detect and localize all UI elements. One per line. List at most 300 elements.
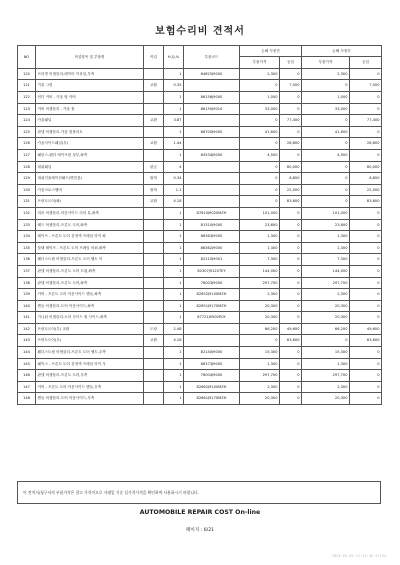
cell-work: 판금 <box>144 161 164 173</box>
cell-part-price-before: 0 <box>240 138 280 150</box>
cell-item: 프런트도어(좌) <box>36 196 144 208</box>
cell-hq: 1.44 <box>164 138 184 150</box>
cell-labor-after: 0 <box>350 149 382 161</box>
cell-work <box>144 393 164 405</box>
cell-part-code: 86363J9000 <box>184 231 240 243</box>
cell-hq: 1 <box>164 370 184 382</box>
cell-labor-before: 0 <box>280 207 302 219</box>
cell-work <box>144 231 164 243</box>
table-row <box>18 265 382 277</box>
cell-part-price-after: 66,200 <box>302 323 350 335</box>
cell-part-price-after: 20,300 <box>302 393 350 405</box>
table-row <box>18 381 382 393</box>
cell-part-code: 66700J9000 <box>184 126 240 138</box>
cell-part-code: 82652J9100MZH <box>184 289 240 301</box>
cell-no: 121 <box>18 80 36 92</box>
cell-item: 판넬 어셈블리-프론트 도어,우측 <box>36 370 144 382</box>
cell-part-price-after: 4,500 <box>302 149 350 161</box>
cell-labor-after: 0 <box>350 242 382 254</box>
cell-part-price-after: 1,000 <box>302 92 350 104</box>
table-row <box>18 80 382 92</box>
cell-part-code: 76004J9000 <box>184 370 240 382</box>
cell-labor-after: 0 <box>350 126 382 138</box>
cell-labor-after: 0 <box>350 207 382 219</box>
cell-no: 146 <box>18 370 36 382</box>
cell-work <box>144 312 164 324</box>
cell-no: 147 <box>18 381 36 393</box>
cell-hq: 1 <box>164 277 184 289</box>
cell-hq: 1 <box>164 254 184 266</box>
cell-work <box>144 126 164 138</box>
cell-labor-before: 28,800 <box>280 138 302 150</box>
cell-labor-before: 0 <box>280 149 302 161</box>
table-row <box>18 161 382 173</box>
cell-labor-after: 80,000 <box>350 161 382 173</box>
cell-labor-before: 0 <box>280 289 302 301</box>
cell-part-code <box>184 323 240 335</box>
cell-part-price-before: 23,600 <box>240 219 280 231</box>
table-row <box>18 323 382 335</box>
cell-part-code <box>184 138 240 150</box>
cell-work <box>144 92 164 104</box>
cell-item: 가니쉬 어셈블리-도어 사이드 씰 사이드,좌측 <box>36 312 144 324</box>
cell-part-price-after: 1,300 <box>302 231 350 243</box>
cell-part-price-before: 101,000 <box>240 207 280 219</box>
cell-hq: 4.18 <box>164 335 184 347</box>
table-row <box>18 149 382 161</box>
cell-work <box>144 289 164 301</box>
footer-title: AUTOMOBILE REPAIR COST On-line <box>139 509 261 516</box>
cell-hq: 1 <box>164 347 184 359</box>
cell-no: 127 <box>18 149 36 161</box>
cell-part-code <box>184 335 240 347</box>
cell-labor-before: 0 <box>280 242 302 254</box>
header-hq: H,Q,% <box>164 46 184 69</box>
cell-labor-after: 0 <box>350 381 382 393</box>
cell-part-price-after: 41,600 <box>302 126 350 138</box>
table-row <box>18 277 382 289</box>
cell-no: 143 <box>18 335 36 347</box>
cell-item: 커버 - 프론트 도어 아웃사이드 핸들,우측 <box>36 381 144 393</box>
cell-no: 123 <box>18 103 36 115</box>
cell-part-price-after: 1,300 <box>302 242 350 254</box>
cell-part-price-before: 2,300 <box>240 68 280 80</box>
cell-labor-after: 0 <box>350 289 382 301</box>
cell-labor-after: 49,600 <box>350 323 382 335</box>
cell-labor-before: 0 <box>280 300 302 312</box>
cell-part-code: 64534J9000 <box>184 149 240 161</box>
cell-item: 카울사이드패널(우) <box>36 138 144 150</box>
cell-part-price-after: 0 <box>302 161 350 173</box>
cell-hq: 1 <box>164 312 184 324</box>
cell-labor-after: 0 <box>350 254 382 266</box>
cell-labor-after: 0 <box>350 277 382 289</box>
table-row <box>18 115 382 127</box>
table-row <box>18 68 382 80</box>
cell-labor-after: 83,600 <box>350 335 382 347</box>
cell-work <box>144 265 164 277</box>
cell-part-code <box>184 173 240 185</box>
cell-part-price-after: 33,000 <box>302 103 350 115</box>
cell-hq: 1 <box>164 300 184 312</box>
cell-no: 148 <box>18 393 36 405</box>
cell-no: 131 <box>18 196 36 208</box>
cell-labor-before: 0 <box>280 381 302 393</box>
cell-part-code <box>184 184 240 196</box>
cell-part-code: 86373J9000 <box>184 358 240 370</box>
cell-labor-after: 0 <box>350 370 382 382</box>
cell-hq: 1 <box>164 289 184 301</box>
cell-part-price-before: 2,300 <box>240 289 280 301</box>
cell-item: 미러 어셈블리-아웃사이드 리어 뷰,좌측 <box>36 207 144 219</box>
cell-part-code: 86156J9000 <box>184 92 240 104</box>
cell-part-price-after: 297,700 <box>302 277 350 289</box>
cell-work: 교환 <box>144 80 164 92</box>
cell-item: 대쉬패널 <box>36 161 144 173</box>
cell-no: 142 <box>18 323 36 335</box>
cell-labor-before: 0 <box>280 370 302 382</box>
cell-work <box>144 347 164 359</box>
cell-work: 교환 <box>144 138 164 150</box>
table-row <box>18 231 382 243</box>
cell-labor-before: 0 <box>280 126 302 138</box>
cell-work <box>144 219 164 231</box>
cell-part-price-before: 0 <box>240 80 280 92</box>
cell-no: 125 <box>18 126 36 138</box>
cell-labor-after: 0 <box>350 347 382 359</box>
cell-no: 134 <box>18 231 36 243</box>
table-row <box>18 289 382 301</box>
cell-item: 헤드 어셈블리-프론트 도어,좌측 <box>36 219 144 231</box>
cell-part-code: 82210J9001 <box>184 254 240 266</box>
cell-hq: 0.35 <box>164 80 184 92</box>
cell-part-code: 82140J9000 <box>184 347 240 359</box>
cell-part-code: 76003J9000 <box>184 277 240 289</box>
cell-labor-before: 0 <box>280 92 302 104</box>
cell-hq: 1 <box>164 358 184 370</box>
header-item: 작업항목 및 부품명 <box>36 46 144 69</box>
cell-part-price-after: 20,300 <box>302 312 350 324</box>
cell-hq: 1 <box>164 207 184 219</box>
cell-item: 패턴스-펜더 에이프런 상부,좌측 <box>36 149 144 161</box>
table-row <box>18 92 382 104</box>
cell-part-price-after: 0 <box>302 80 350 92</box>
cell-no: 140 <box>18 300 36 312</box>
cell-labor-after: 0 <box>350 265 382 277</box>
cell-item: 판넬 어셈블리-프론트 도어 트림,좌측 <box>36 265 144 277</box>
cell-no: 122 <box>18 92 36 104</box>
cell-labor-after: 0 <box>350 300 382 312</box>
cell-part-price-before: 1,300 <box>240 242 280 254</box>
cell-work <box>144 277 164 289</box>
page-number: 페이지 : 6/21 <box>185 528 215 533</box>
cell-no: 124 <box>18 115 36 127</box>
cell-hq: 1 <box>164 149 184 161</box>
cell-part-price-before: 1,300 <box>240 358 280 370</box>
table-row <box>18 126 382 138</box>
cell-part-code: 82307J9120TEY <box>184 265 240 277</box>
cell-part-price-before: 1,300 <box>240 231 280 243</box>
cell-labor-before: 0 <box>280 68 302 80</box>
cell-item: 카울크로스멤버 <box>36 184 144 196</box>
cell-labor-before: 0 <box>280 219 302 231</box>
cell-item: 언더 커버 - 카울 탑 커버 <box>36 92 144 104</box>
header-work: 작업 <box>144 46 164 69</box>
cell-part-price-after: 2,300 <box>302 381 350 393</box>
cell-work <box>144 103 164 115</box>
cell-hq: 1 <box>164 242 184 254</box>
cell-work: 교환 <box>144 335 164 347</box>
cell-hq: 1 <box>164 126 184 138</box>
cell-labor-after: 7,000 <box>350 80 382 92</box>
cell-part-price-after: 0 <box>302 184 350 196</box>
cell-no: 139 <box>18 289 36 301</box>
cell-hq: 0.34 <box>164 173 184 185</box>
cell-labor-after: 28,800 <box>350 138 382 150</box>
cell-labor-before: 83,600 <box>280 335 302 347</box>
cell-labor-after: 0 <box>350 358 382 370</box>
cell-part-price-before: 1,000 <box>240 92 280 104</box>
cell-no: 138 <box>18 277 36 289</box>
cell-labor-after: 0 <box>350 92 382 104</box>
cell-item: 프런트도어(우) <box>36 335 144 347</box>
cell-no: 128 <box>18 161 36 173</box>
print-timestamp: 2023-03-09 11:34:46 47193 <box>331 554 386 558</box>
cell-part-code <box>184 161 240 173</box>
table-row <box>18 358 382 370</box>
cell-work <box>144 358 164 370</box>
cell-labor-after: 83,600 <box>350 196 382 208</box>
table-row <box>18 370 382 382</box>
table-row <box>18 207 382 219</box>
cell-item: 판넬 어셈블리-카울 컴플리트 <box>36 126 144 138</box>
cell-part-price-after: 1,300 <box>302 358 350 370</box>
cell-no: 126 <box>18 138 36 150</box>
header-labor-after: 공임 <box>350 57 382 68</box>
cell-labor-before: 6,800 <box>280 173 302 185</box>
cell-part-price-after: 0 <box>302 173 350 185</box>
cell-labor-before: 0 <box>280 254 302 266</box>
cell-part-price-before: 41,600 <box>240 126 280 138</box>
cell-no: 120 <box>18 68 36 80</box>
estimate-table <box>17 45 382 405</box>
cell-hq: 1 <box>164 68 184 80</box>
cell-hq: 1 <box>164 393 184 405</box>
table-row <box>18 254 382 266</box>
cell-part-price-before: 0 <box>240 335 280 347</box>
cell-no: 145 <box>18 358 36 370</box>
cell-part-price-before: 297,700 <box>240 277 280 289</box>
table-row <box>18 312 382 324</box>
cell-part-price-before: 66,200 <box>240 323 280 335</box>
cell-hq: 1 <box>164 219 184 231</box>
cell-work <box>144 381 164 393</box>
cell-part-price-after: 15,300 <box>302 347 350 359</box>
cell-work <box>144 68 164 80</box>
cell-item: 프런트도어(우) 교환 <box>36 323 144 335</box>
cell-part-price-before: 2,300 <box>240 381 280 393</box>
cell-work: 도장 <box>144 323 164 335</box>
cell-item: 핸들 어셈블리-도어 아웃사이드,좌측 <box>36 300 144 312</box>
cell-labor-before: 0 <box>280 358 302 370</box>
cell-part-price-before: 0 <box>240 173 280 185</box>
cell-hq: 4 <box>164 161 184 173</box>
cell-part-code: 87610J9020MZH <box>184 207 240 219</box>
cell-item: 커버 - 프론트 도어 아웃사이드 핸들,좌측 <box>36 289 144 301</box>
cell-no: 130 <box>18 184 36 196</box>
cell-part-price-before: 0 <box>240 115 280 127</box>
cell-labor-after: 22,000 <box>350 184 382 196</box>
cell-item: 카울 그릴 <box>36 80 144 92</box>
table-row <box>18 335 382 347</box>
cell-labor-before: 0 <box>280 347 302 359</box>
cell-labor-before: 0 <box>280 393 302 405</box>
cell-part-code <box>184 196 240 208</box>
table-row <box>18 103 382 115</box>
cell-work <box>144 149 164 161</box>
cell-part-code: 86150J9010 <box>184 103 240 115</box>
cell-labor-before: 0 <box>280 277 302 289</box>
table-row <box>18 219 382 231</box>
cell-no: 144 <box>18 347 36 359</box>
header-part-code: 부품코드 <box>184 46 240 69</box>
cell-hq: 1.1 <box>164 184 184 196</box>
cell-part-price-before: 0 <box>240 184 280 196</box>
cell-part-code: 87721J9500PGY <box>184 312 240 324</box>
cell-no: 135 <box>18 242 36 254</box>
cell-hq: 1 <box>164 103 184 115</box>
cell-no: 132 <box>18 207 36 219</box>
cell-part-price-after: 0 <box>302 196 350 208</box>
cell-part-code: 82662J9100MZH <box>184 381 240 393</box>
cell-labor-after: 0 <box>350 219 382 231</box>
cell-part-price-before: 20,300 <box>240 393 280 405</box>
table-row <box>18 173 382 185</box>
cell-part-price-before: 0 <box>240 161 280 173</box>
cell-no: 133 <box>18 219 36 231</box>
cell-labor-before: 0 <box>280 231 302 243</box>
cell-work: 교환 <box>144 115 164 127</box>
cell-no: 129 <box>18 173 36 185</box>
cell-item: 대쉬인슐레이션패드(엔진룸) <box>36 173 144 185</box>
cell-labor-before: 49,600 <box>280 323 302 335</box>
cell-part-price-before: 297,700 <box>240 370 280 382</box>
cell-item: 웨더스트립 어셈블리-프론트 도어 벨트 아 <box>36 254 144 266</box>
cell-part-code: 86362J9000 <box>184 242 240 254</box>
cell-labor-after: 0 <box>350 312 382 324</box>
cell-item: 카울패널 <box>36 115 144 127</box>
cell-work: 교환 <box>144 196 164 208</box>
cell-part-price-before: 144,000 <box>240 265 280 277</box>
cell-part-price-after: 101,000 <box>302 207 350 219</box>
header-part-price-before: 부품가격 <box>240 57 280 68</box>
cell-labor-before: 0 <box>280 312 302 324</box>
cell-labor-after: 77,400 <box>350 115 382 127</box>
cell-part-code: 81310J9000 <box>184 219 240 231</box>
table-body <box>18 68 382 404</box>
table-row <box>18 300 382 312</box>
cell-part-price-before: 33,000 <box>240 103 280 115</box>
cell-part-price-before: 0 <box>240 196 280 208</box>
cell-labor-before: 7,000 <box>280 80 302 92</box>
cell-hq: 1 <box>164 381 184 393</box>
cell-part-price-after: 0 <box>302 138 350 150</box>
table-row <box>18 138 382 150</box>
cell-part-code: 82661J9170MZH <box>184 393 240 405</box>
header-before-assessment: 손해 사정전 <box>240 46 302 57</box>
cell-labor-after: 0 <box>350 68 382 80</box>
cell-work <box>144 254 164 266</box>
cell-labor-before: 0 <box>280 103 302 115</box>
cell-part-price-after: 297,700 <box>302 370 350 382</box>
cell-labor-after: 0 <box>350 231 382 243</box>
cell-item: 브라켓 어셈블리-레이어 이상임,우측 <box>36 68 144 80</box>
cell-item: 패이스 - 프론트 도어 검정색 프레임 라이 우 <box>36 358 144 370</box>
cell-part-code <box>184 115 240 127</box>
disclaimer-note: 이 견적서/청구서의 부품가격은 참고 가격이므로 거래일 기준 실가격가격을 확인하여 사용하시기 바랍니다. <box>17 481 381 504</box>
cell-part-price-before: 7,300 <box>240 254 280 266</box>
cell-work <box>144 370 164 382</box>
cell-labor-after: 0 <box>350 103 382 115</box>
cell-work: 탈착 <box>144 173 164 185</box>
header-no: NO <box>18 46 36 69</box>
cell-item: 핸들 어셈블리-도어 아웃사이드,우측 <box>36 393 144 405</box>
cell-hq: 1 <box>164 92 184 104</box>
cell-part-code <box>184 80 240 92</box>
table-row <box>18 242 382 254</box>
cell-work: 탈착 <box>144 184 164 196</box>
table-row <box>18 184 382 196</box>
cell-work <box>144 242 164 254</box>
cell-part-price-before: 20,300 <box>240 312 280 324</box>
cell-part-price-before: 15,300 <box>240 347 280 359</box>
document-title: 보험수리비 견적서 <box>155 26 245 37</box>
cell-hq: 2.48 <box>164 323 184 335</box>
cell-labor-before: 80,000 <box>280 161 302 173</box>
cell-part-price-after: 144,000 <box>302 265 350 277</box>
cell-hq: 1 <box>164 265 184 277</box>
cell-part-price-after: 0 <box>302 335 350 347</box>
cell-item: 테이프 - 프론트 도어 검정색 프레임 라이 좌 <box>36 231 144 243</box>
cell-work <box>144 300 164 312</box>
cell-item: 웨더스트립 어셈블리-프론트 도어 벨트,우측 <box>36 347 144 359</box>
cell-work <box>144 207 164 219</box>
cell-labor-before: 77,400 <box>280 115 302 127</box>
cell-part-price-after: 7,300 <box>302 254 350 266</box>
cell-labor-before: 0 <box>280 265 302 277</box>
cell-part-price-after: 23,600 <box>302 219 350 231</box>
cell-part-price-after: 2,300 <box>302 68 350 80</box>
cell-item: 커버 어셈블리 - 카울 톱 <box>36 103 144 115</box>
cell-labor-before: 83,600 <box>280 196 302 208</box>
header-labor-before: 공임 <box>280 57 302 68</box>
cell-no: 141 <box>18 312 36 324</box>
cell-part-code: 82651J9170MZH <box>184 300 240 312</box>
table-row <box>18 393 382 405</box>
cell-part-price-after: 20,300 <box>302 300 350 312</box>
cell-part-price-after: 2,300 <box>302 289 350 301</box>
cell-part-price-before: 20,300 <box>240 300 280 312</box>
cell-labor-before: 22,000 <box>280 184 302 196</box>
cell-part-price-after: 0 <box>302 115 350 127</box>
cell-no: 137 <box>18 265 36 277</box>
header-part-price-after: 부품가격 <box>302 57 350 68</box>
cell-item: 블랙 테이프 - 프론트 도어 프레임 어퍼,좌측 <box>36 242 144 254</box>
table-row <box>18 196 382 208</box>
cell-item: 판넬 어셈블리-프론트 도어,좌측 <box>36 277 144 289</box>
cell-labor-after: 0 <box>350 393 382 405</box>
header-after-assessment: 손해 사정후 <box>302 46 382 57</box>
